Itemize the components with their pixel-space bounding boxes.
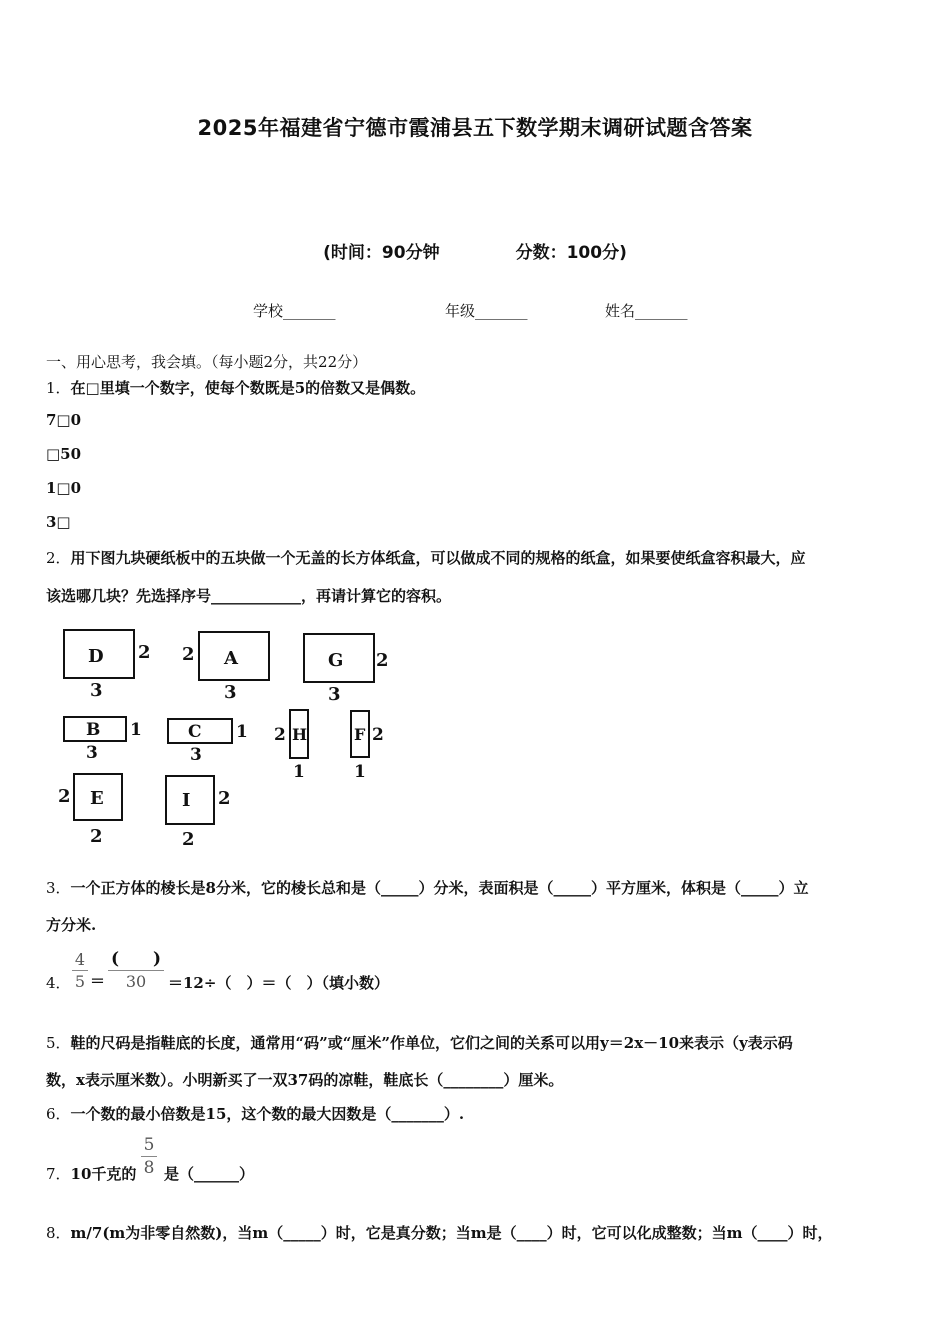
board-f-label: F bbox=[354, 725, 366, 744]
board-b-height: 1 bbox=[130, 720, 142, 740]
question-2-line2: 该选哪几块？先选择序号____________，再请计算它的容积。 bbox=[46, 587, 452, 605]
question-number: 6． bbox=[46, 1105, 71, 1123]
question-number: 5． bbox=[46, 1034, 71, 1052]
board-b-width: 3 bbox=[86, 743, 98, 763]
board-c-width: 3 bbox=[190, 745, 202, 765]
question-text: 在□里填一个数字，使每个数既是5的倍数又是偶数。 bbox=[70, 379, 426, 397]
board-a-label: A bbox=[224, 648, 238, 669]
q1-item-4: 3□ bbox=[46, 513, 71, 531]
board-h-height: 2 bbox=[274, 725, 286, 745]
question-text-pre: 10千克的 bbox=[70, 1165, 137, 1183]
q4-fraction-1 bbox=[72, 950, 88, 991]
board-i-height: 2 bbox=[218, 788, 231, 809]
board-b-label: B bbox=[86, 720, 101, 740]
board-d-label: D bbox=[88, 646, 104, 667]
question-number: 7． bbox=[46, 1165, 71, 1183]
q1-item-3: 1□0 bbox=[46, 479, 82, 497]
q1-item-1: 7□0 bbox=[46, 411, 82, 429]
school-field: 学校_______ bbox=[253, 302, 336, 320]
section-1-heading: 一、用心思考，我会填。（每小题2分，共22分） bbox=[46, 353, 368, 371]
board-g-width: 3 bbox=[328, 684, 341, 705]
question-7-post: 是（______） bbox=[164, 1165, 255, 1183]
board-d-width: 3 bbox=[90, 680, 103, 701]
board-c-label: C bbox=[188, 722, 202, 742]
question-5 bbox=[46, 1032, 793, 1053]
question-3-line2: 方分米. bbox=[46, 916, 97, 934]
name-field: 姓名_______ bbox=[605, 302, 688, 320]
fraction-numerator: 5 bbox=[143, 1135, 155, 1155]
board-i-width: 2 bbox=[182, 829, 195, 850]
exam-meta bbox=[0, 238, 950, 263]
fraction-denominator: 30 bbox=[125, 972, 147, 991]
board-i-label: I bbox=[182, 790, 191, 811]
board-a-width: 3 bbox=[224, 682, 237, 703]
fraction-numerator: 4 bbox=[74, 950, 86, 969]
board-h-label: H bbox=[292, 725, 308, 744]
question-2 bbox=[46, 547, 806, 568]
board-e-label: E bbox=[90, 788, 104, 809]
q4-equals: ＝ bbox=[90, 972, 106, 990]
exam-score: 分数：100分) bbox=[515, 243, 627, 263]
q1-item-2: □50 bbox=[46, 445, 82, 463]
fraction-denominator: 8 bbox=[143, 1158, 155, 1178]
question-number: 2． bbox=[46, 549, 71, 567]
board-d-height: 2 bbox=[138, 642, 151, 663]
question-number: 8． bbox=[46, 1224, 71, 1242]
question-number: 3． bbox=[46, 879, 71, 897]
question-7 bbox=[46, 1163, 136, 1184]
board-g-label: G bbox=[328, 650, 344, 671]
question-6 bbox=[46, 1103, 464, 1124]
document-title: 2025年福建省宁德市霞浦县五下数学期末调研试题含答案 bbox=[197, 116, 753, 140]
board-a-height: 2 bbox=[182, 644, 195, 665]
board-c-height: 1 bbox=[236, 722, 248, 742]
board-e-height: 2 bbox=[58, 786, 71, 807]
question-4-number: 4． bbox=[46, 974, 71, 992]
question-3 bbox=[46, 877, 809, 898]
question-text: m/7(m为非零自然数)，当m（_____）时，它是真分数；当m是（____）时，它可以化成整数；当m（____）时， bbox=[70, 1224, 833, 1242]
exam-time: (时间：90分钟 bbox=[323, 243, 440, 263]
board-h-width: 1 bbox=[293, 762, 305, 782]
question-text-line1: 一个正方体的棱长是8分米，它的棱长总和是（_____）分米，表面积是（_____）平方厘米，体积是（_____）立 bbox=[70, 879, 809, 897]
question-8 bbox=[46, 1222, 833, 1243]
board-f-width: 1 bbox=[354, 762, 366, 782]
question-number: 1． bbox=[46, 379, 71, 397]
board-e-width: 2 bbox=[90, 826, 103, 847]
question-text: 一个数的最小倍数是15，这个数的最大因数是（_______）. bbox=[70, 1105, 465, 1123]
board-g-height: 2 bbox=[376, 650, 389, 671]
board-f-height: 2 bbox=[372, 725, 384, 745]
question-text-line1: 用下图九块硬纸板中的五块做一个无盖的长方体纸盒，可以做成不同的规格的纸盒，如果要使纸盒容积最大，应 bbox=[70, 549, 806, 567]
q7-fraction bbox=[141, 1135, 157, 1178]
grade-field: 年级_______ bbox=[445, 302, 528, 320]
question-5-line2: 数，x表示厘米数）。小明新买了一双37码的凉鞋，鞋底长（________）厘米。 bbox=[46, 1071, 564, 1089]
q4-fraction-2 bbox=[108, 944, 164, 991]
question-1 bbox=[46, 377, 425, 398]
q4-rest: ＝12÷（ ）＝（ ）（填小数） bbox=[168, 974, 389, 992]
cardboard-figure bbox=[52, 620, 402, 860]
fraction-numerator: ( ) bbox=[110, 949, 162, 969]
fraction-denominator: 5 bbox=[74, 972, 86, 991]
question-text-line1: 鞋的尺码是指鞋底的长度，通常用“码”或“厘米”作单位，它们之间的关系可以用y＝2x－10来表示（y表示码 bbox=[70, 1034, 793, 1052]
